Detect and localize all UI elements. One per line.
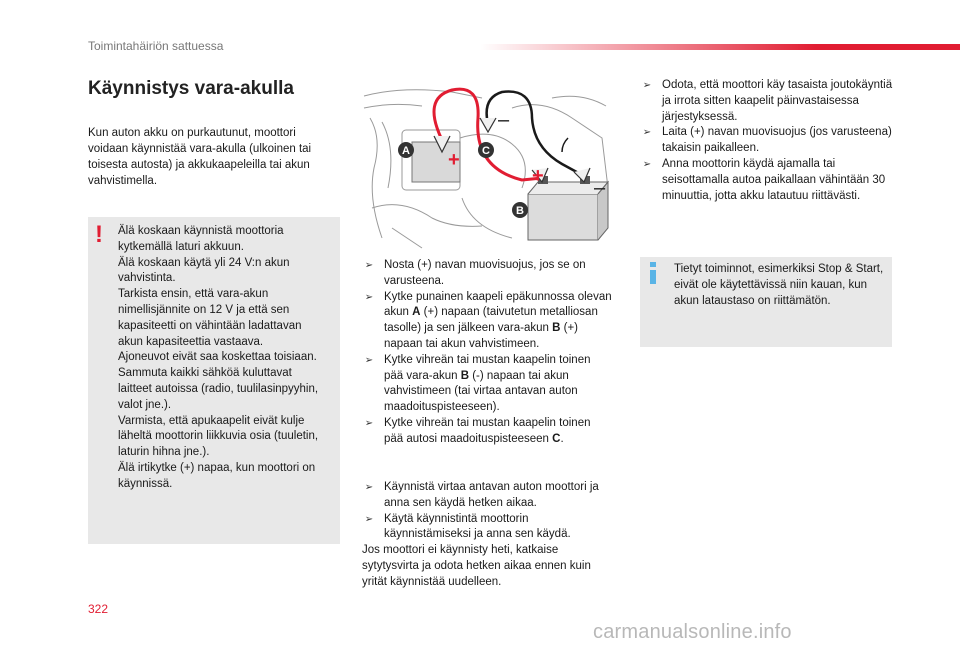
- info-icon: [648, 262, 658, 284]
- warning-line: Älä koskaan käynnistä moottoria: [118, 225, 284, 237]
- bullet-arrow-icon: ➢: [364, 417, 374, 429]
- warning-line: läheltä moottorin liikkuvia osia (tuuletin,: [118, 430, 319, 443]
- bullet-arrow-icon: ➢: [364, 260, 374, 271]
- start-steps: [362, 480, 617, 591]
- step-item: ➢ Kytke punainen kaapeli epäkunnossa olevan akun A (+) napaan (taivutetun metalliosan tasolle) ja sen jälkeen vara-akun B (+) napaan tai akun vahvistimeen.: [362, 290, 612, 353]
- warning-icon: !: [95, 221, 103, 248]
- restart-note: Jos moottori ei käynnisty heti, katkaise sytytysvirta ja odota hetken aikaa ennen kuin yrität käynnistää uudelleen.: [362, 544, 591, 588]
- step-item: ➢ Anna moottorin käydä ajamalla tai seisottamalla autoa paikallaan vähintään 30 minuuttia, jotta akku latautuu riittävästi.: [640, 157, 895, 204]
- intro-paragraph: Kun auton akku on purkautunut, moottori voidaan käynnistää vara-akulla (ulkoinen tai toisesta autosta) ja akkukaapeleilla tai akun vahvistimella.: [88, 127, 312, 187]
- warning-line: laitteet autoissa (radio, tuulilasinpyyhin,: [118, 382, 319, 395]
- watermark: carmanualsonline.info: [593, 621, 792, 643]
- step-item: ➢ Käytä käynnistintä moottorin käynnistämiseksi ja anna sen käydä.: [362, 512, 617, 544]
- step-item: ➢ Kytke vihreän tai mustan kaapelin toinen pää vara-akun B (-) napaan tai akun vahvistimeen (tai virtaa antavan auton maadoituspisteeseen).: [362, 353, 612, 416]
- step-item: ➢ Nosta (+) navan muovisuojus, jos se on varusteena.: [362, 258, 612, 290]
- bullet-arrow-icon: ➢: [364, 291, 374, 303]
- warning-line: käynnissä.: [118, 477, 173, 490]
- warning-line: kytkemällä laturi akkuun.: [118, 240, 244, 253]
- bullet-arrow-icon: ➢: [364, 513, 374, 525]
- warning-line: Varmista, että apukaapelit eivät kulje: [118, 414, 305, 427]
- label-c: C: [482, 145, 490, 157]
- plus-sign-a: +: [448, 149, 460, 171]
- section-header: Toimintahäiriön sattuessa: [88, 39, 224, 53]
- warning-line: Sammuta kaikki sähköä kuluttavat: [118, 367, 292, 380]
- bullet-arrow-icon: ➢: [642, 158, 652, 170]
- after-start-steps: [640, 78, 895, 204]
- warning-text: [118, 224, 336, 493]
- bullet-arrow-icon: ➢: [642, 127, 652, 139]
- step-item: ➢ Laita (+) navan muovisuojus (jos varusteena) takaisin paikalleen.: [640, 125, 895, 157]
- page-title: Käynnistys vara-akulla: [88, 78, 294, 99]
- connection-steps: [362, 258, 612, 448]
- bullet-arrow-icon: ➢: [642, 80, 652, 91]
- minus-sign-b: –: [594, 177, 606, 199]
- warning-line: valot jne.).: [118, 398, 172, 411]
- step-item: ➢ Kytke vihreän tai mustan kaapelin toinen pää autosi maadoituspisteeseen C.: [362, 416, 612, 448]
- jump-start-illustration: [362, 78, 610, 250]
- bullet-arrow-icon: ➢: [364, 354, 374, 366]
- step-item: ➢ Odota, että moottori käy tasaista joutokäyntiä ja irrota sitten kaapelit päinvastaisessa järjestyksessä.: [640, 78, 895, 125]
- warning-line: akun kapasiteettia vastaava.: [118, 335, 264, 348]
- warning-line: kapasiteetti on vähintään ladattavan: [118, 319, 302, 332]
- warning-line: Älä irtikytke (+) napaa, kun moottori on: [118, 461, 316, 474]
- label-b: B: [516, 205, 524, 217]
- header-accent-bar: [480, 44, 960, 50]
- warning-line: laturin hihna jne.).: [118, 446, 210, 459]
- bullet-arrow-icon: ➢: [364, 482, 374, 493]
- warning-line: vahvistinta.: [118, 272, 176, 285]
- warning-line: Tarkista ensin, että vara-akun: [118, 288, 269, 301]
- step-item: ➢ Käynnistä virtaa antavan auton moottori ja anna sen käydä hetken aikaa.: [362, 480, 617, 512]
- label-a: A: [402, 145, 410, 157]
- warning-line: Ajoneuvot eivät saa koskettaa toisiaan.: [118, 351, 317, 364]
- warning-line: Älä koskaan käytä yli 24 V:n akun: [118, 256, 290, 269]
- black-cable: [487, 92, 584, 176]
- page-number: 322: [88, 602, 109, 616]
- minus-sign-c: –: [498, 109, 510, 131]
- plus-sign-b: +: [532, 165, 544, 187]
- info-text: Tietyt toiminnot, esimerkiksi Stop & Start, eivät ole käytettävissä niin kauan, kun akun lataustaso on riittämätön.: [674, 263, 884, 307]
- warning-line: nimellisjännite on 12 V ja että sen: [118, 303, 290, 316]
